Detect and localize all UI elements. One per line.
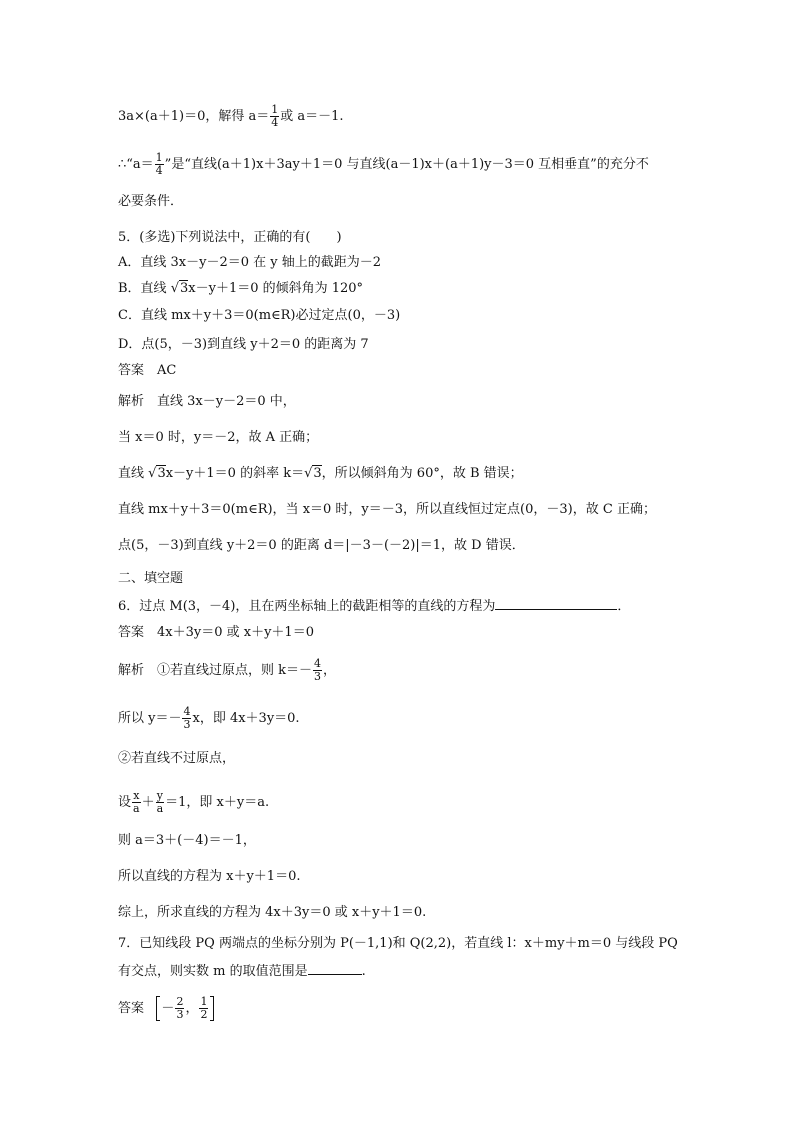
text: 3a×(a＋1)＝0，解得 a＝ [118,109,270,124]
question-5-solution-4: 直线 mx＋y＋3＝0(m∈R)，当 x＝0 时，y＝－3，所以直线恒过定点(0，－3)，故 C 正确； [118,502,656,517]
question-6-solution-1: 解析 ①若直线过原点，则 k＝－ $\frac{4}{3}$ ， [118,657,337,683]
question-5-option-b: B．直线 √3x－y＋1＝0 的倾斜角为 120° [118,281,364,296]
question-6-solution-6: 所以直线的方程为 x＋y＋1＝0. [118,869,301,884]
question-6-solution-2: 所以 y＝－ $\frac{4}{3}$ x，即 4x＋3y＝0. [118,705,300,731]
question-5-solution-5: 点(5，－3)到直线 y＋2＝0 的距离 d＝|－3－(－2)|＝1，故 D 错误． [118,538,525,553]
line-conclusion-cont: 必要条件． [118,194,184,209]
question-5-title: 5．(多选)下列说法中，正确的有( ) [118,230,342,245]
question-6-solution-5: 则 a＝3＋(－4)＝－1， [118,833,256,848]
question-5-solution-3: 直线 √3x－y＋1＝0 的斜率 k＝√3，所以倾斜角为 60°，故 B 错误； [118,466,523,481]
fraction: $\frac{1}{4}$ [155,151,163,177]
line-conclusion [118,152,649,177]
question-5-solution-2: 当 x＝0 时，y＝－2，故 A 正确； [118,430,319,445]
text: 或 a＝－1. [280,109,344,124]
answer-blank [308,962,362,975]
fraction: $\frac{1}{4}$ [271,103,279,129]
question-6-solution-7: 综上，所求直线的方程为 4x＋3y＝0 或 x＋y＋1＝0. [118,905,427,920]
text: ∴“a＝ [118,157,154,172]
question-6-solution-4: 设 $\frac{x}{a}$ ＋ $\frac{y}{a}$ ＝1，即 x＋y＝a. [118,789,270,815]
question-7-answer: 答案 － $\frac{2}{3}$ ， $\frac{1}{2}$ [118,996,214,1021]
question-5-answer: 答案 AC [118,363,177,378]
question-7-title: 7．已知线段 PQ 两端点的坐标分别为 P(－1,1)和 Q(2,2)，若直线 l：x＋my＋m＝0 与线段 PQ [118,936,678,951]
question-5-option-d: D．点(5，－3)到直线 y＋2＝0 的距离为 7 [118,337,369,352]
text: ”是“直线(a＋1)x＋3ay＋1＝0 与直线(a－1)x＋(a＋1)y－3＝0 互相垂直”的充分不 [164,157,649,172]
question-5-option-a: A．直线 3x－y－2＝0 在 y 轴上的截距为－2 [118,255,382,270]
question-6-answer: 答案 4x＋3y＝0 或 x＋y＋1＝0 [118,625,314,640]
interval-bracket: － $\frac{2}{3}$ ， $\frac{1}{2}$ [156,996,214,1021]
answer-blank [495,597,617,610]
section-heading: 二、填空题 [118,571,184,586]
question-5-option-c: C．直线 mx＋y＋3＝0(m∈R)必过定点(0，－3) [118,308,401,323]
question-5-solution-1: 解析 直线 3x－y－2＝0 中， [118,394,296,409]
line-solution-end [118,104,344,129]
question-7-title-cont: 有交点，则实数 m 的取值范围是 . [118,964,366,979]
question-6-solution-3: ②若直线不过原点， [118,751,236,766]
question-6-title: 6．过点 M(3，－4)，且在两坐标轴上的截距相等的直线的方程为 ． [118,599,631,614]
